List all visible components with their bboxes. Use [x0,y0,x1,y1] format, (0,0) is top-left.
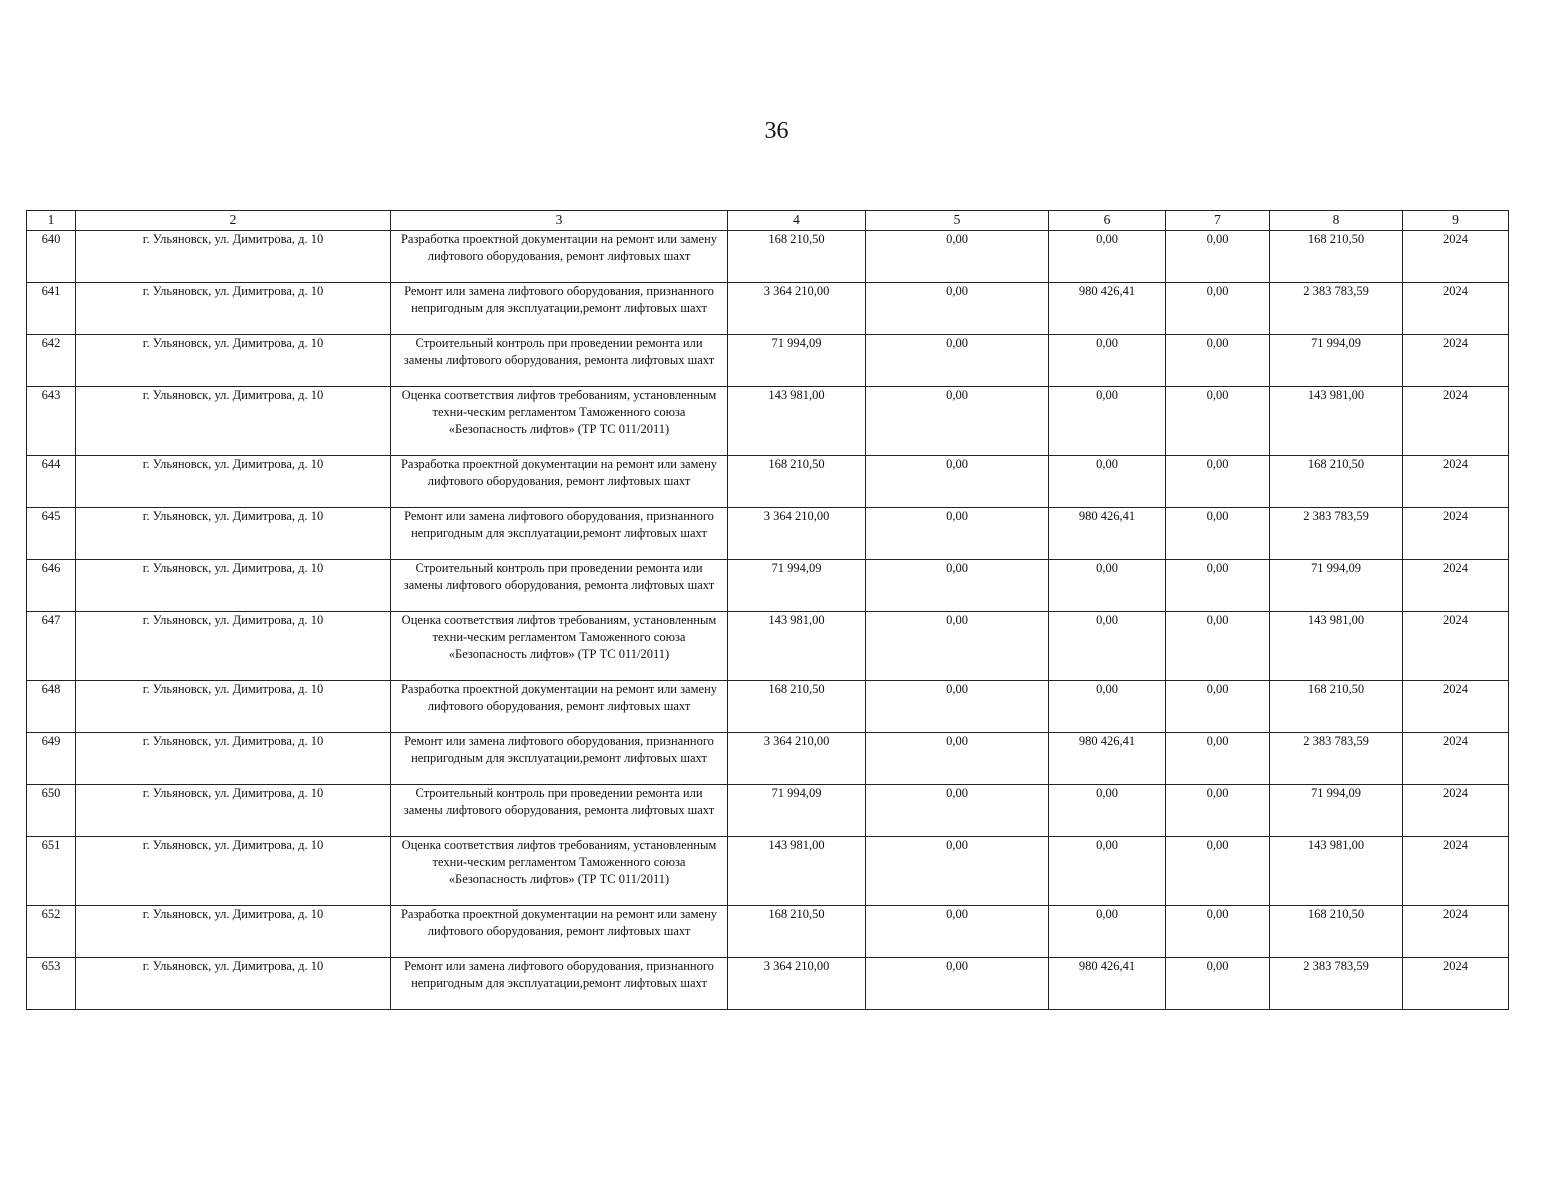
address-cell: г. Ульяновск, ул. Димитрова, д. 10 [76,283,391,335]
work-type-cell: Ремонт или замена лифтового оборудования, признанного непригодным для эксплуатации,ремонт лифтовых шахт [391,733,728,785]
header-row [27,211,1509,231]
amount-cell: 143 981,00 [1270,612,1403,681]
year-cell: 2024 [1403,456,1509,508]
work-type-cell: Оценка соответствия лифтов требованиям, установленным техни-ческим регламентом Таможенного союза «Безопасность лифтов» (ТР ТС 011/2011) [391,387,728,456]
amount-cell: 980 426,41 [1049,958,1166,1010]
amount-cell: 0,00 [866,283,1049,335]
row-number: 648 [27,681,76,733]
amount-cell: 71 994,09 [1270,560,1403,612]
address-cell: г. Ульяновск, ул. Димитрова, д. 10 [76,335,391,387]
amount-cell: 0,00 [1049,335,1166,387]
year-cell: 2024 [1403,681,1509,733]
amount-cell: 168 210,50 [1270,681,1403,733]
amount-cell: 0,00 [1049,785,1166,837]
work-type-cell: Оценка соответствия лифтов требованиям, установленным техни-ческим регламентом Таможенного союза «Безопасность лифтов» (ТР ТС 011/2011) [391,837,728,906]
year-cell: 2024 [1403,508,1509,560]
row-number: 652 [27,906,76,958]
year-cell: 2024 [1403,283,1509,335]
header-cell: 2 [76,211,391,231]
amount-cell: 0,00 [1166,231,1270,283]
work-type-cell: Ремонт или замена лифтового оборудования, признанного непригодным для эксплуатации,ремонт лифтовых шахт [391,508,728,560]
amount-cell: 71 994,09 [1270,335,1403,387]
address-cell: г. Ульяновск, ул. Димитрова, д. 10 [76,785,391,837]
header-cell: 5 [866,211,1049,231]
table-row [27,681,1509,733]
address-cell: г. Ульяновск, ул. Димитрова, д. 10 [76,733,391,785]
work-type-cell: Строительный контроль при проведении ремонта или замены лифтового оборудования, ремонта лифтовых шахт [391,335,728,387]
table-row [27,906,1509,958]
address-cell: г. Ульяновск, ул. Димитрова, д. 10 [76,456,391,508]
table-row [27,456,1509,508]
address-cell: г. Ульяновск, ул. Димитрова, д. 10 [76,958,391,1010]
amount-cell: 168 210,50 [728,231,866,283]
amount-cell: 3 364 210,00 [728,508,866,560]
year-cell: 2024 [1403,785,1509,837]
header-cell: 1 [27,211,76,231]
work-type-cell: Ремонт или замена лифтового оборудования, признанного непригодным для эксплуатации,ремонт лифтовых шахт [391,958,728,1010]
amount-cell: 0,00 [1049,560,1166,612]
work-type-cell: Строительный контроль при проведении ремонта или замены лифтового оборудования, ремонта лифтовых шахт [391,785,728,837]
amount-cell: 0,00 [866,612,1049,681]
table-row [27,958,1509,1010]
amount-cell: 0,00 [866,560,1049,612]
work-type-cell: Разработка проектной документации на ремонт или замену лифтового оборудования, ремонт лифтовых шахт [391,906,728,958]
amount-cell: 0,00 [866,785,1049,837]
amount-cell: 2 383 783,59 [1270,733,1403,785]
amount-cell: 143 981,00 [728,387,866,456]
amount-cell: 0,00 [1166,387,1270,456]
amount-cell: 2 383 783,59 [1270,508,1403,560]
amount-cell: 0,00 [866,733,1049,785]
amount-cell: 0,00 [1166,958,1270,1010]
address-cell: г. Ульяновск, ул. Димитрова, д. 10 [76,837,391,906]
work-type-cell: Разработка проектной документации на ремонт или замену лифтового оборудования, ремонт лифтовых шахт [391,231,728,283]
amount-cell: 0,00 [866,906,1049,958]
amount-cell: 0,00 [866,837,1049,906]
address-cell: г. Ульяновск, ул. Димитрова, д. 10 [76,560,391,612]
amount-cell: 0,00 [866,508,1049,560]
address-cell: г. Ульяновск, ул. Димитрова, д. 10 [76,387,391,456]
year-cell: 2024 [1403,612,1509,681]
table-row [27,231,1509,283]
amount-cell: 0,00 [866,335,1049,387]
address-cell: г. Ульяновск, ул. Димитрова, д. 10 [76,906,391,958]
amount-cell: 980 426,41 [1049,283,1166,335]
year-cell: 2024 [1403,335,1509,387]
year-cell: 2024 [1403,906,1509,958]
amount-cell: 0,00 [1166,508,1270,560]
amount-cell: 143 981,00 [1270,387,1403,456]
row-number: 644 [27,456,76,508]
table-row [27,837,1509,906]
amount-cell: 0,00 [1049,906,1166,958]
table-row [27,785,1509,837]
amount-cell: 71 994,09 [1270,785,1403,837]
amount-cell: 3 364 210,00 [728,283,866,335]
amount-cell: 0,00 [1049,456,1166,508]
row-number: 641 [27,283,76,335]
row-number: 647 [27,612,76,681]
amount-cell: 0,00 [1166,785,1270,837]
amount-cell: 0,00 [1166,681,1270,733]
row-number: 642 [27,335,76,387]
amount-cell: 0,00 [866,681,1049,733]
row-number: 650 [27,785,76,837]
year-cell: 2024 [1403,733,1509,785]
amount-cell: 0,00 [866,387,1049,456]
address-cell: г. Ульяновск, ул. Димитрова, д. 10 [76,681,391,733]
amount-cell: 168 210,50 [728,456,866,508]
amount-cell: 168 210,50 [1270,906,1403,958]
row-number: 646 [27,560,76,612]
amount-cell: 143 981,00 [728,837,866,906]
row-number: 651 [27,837,76,906]
year-cell: 2024 [1403,387,1509,456]
amount-cell: 71 994,09 [728,785,866,837]
year-cell: 2024 [1403,837,1509,906]
amount-cell: 0,00 [1049,681,1166,733]
amount-cell: 2 383 783,59 [1270,283,1403,335]
header-cell: 3 [391,211,728,231]
table-row [27,560,1509,612]
amount-cell: 168 210,50 [1270,456,1403,508]
amount-cell: 168 210,50 [728,681,866,733]
table-row [27,612,1509,681]
table-row [27,733,1509,785]
table-row [27,335,1509,387]
year-cell: 2024 [1403,231,1509,283]
header-cell: 9 [1403,211,1509,231]
amount-cell: 0,00 [1049,612,1166,681]
row-number: 645 [27,508,76,560]
data-table [26,210,1509,1010]
work-type-cell: Строительный контроль при проведении ремонта или замены лифтового оборудования, ремонта лифтовых шахт [391,560,728,612]
amount-cell: 0,00 [1049,387,1166,456]
table-row [27,508,1509,560]
amount-cell: 143 981,00 [728,612,866,681]
row-number: 643 [27,387,76,456]
amount-cell: 0,00 [1166,456,1270,508]
header-cell: 8 [1270,211,1403,231]
amount-cell: 0,00 [1049,231,1166,283]
header-cell: 6 [1049,211,1166,231]
amount-cell: 0,00 [1166,560,1270,612]
header-cell: 4 [728,211,866,231]
table-row [27,283,1509,335]
amount-cell: 0,00 [1166,906,1270,958]
year-cell: 2024 [1403,958,1509,1010]
amount-cell: 143 981,00 [1270,837,1403,906]
page-number: 36 [764,118,789,144]
amount-cell: 0,00 [1166,733,1270,785]
amount-cell: 168 210,50 [1270,231,1403,283]
header-cell: 7 [1166,211,1270,231]
address-cell: г. Ульяновск, ул. Димитрова, д. 10 [76,508,391,560]
amount-cell: 980 426,41 [1049,508,1166,560]
row-number: 653 [27,958,76,1010]
address-cell: г. Ульяновск, ул. Димитрова, д. 10 [76,231,391,283]
amount-cell: 0,00 [1166,335,1270,387]
amount-cell: 0,00 [1166,612,1270,681]
amount-cell: 3 364 210,00 [728,958,866,1010]
amount-cell: 980 426,41 [1049,733,1166,785]
table-row [27,387,1509,456]
amount-cell: 168 210,50 [728,906,866,958]
amount-cell: 0,00 [866,231,1049,283]
amount-cell: 0,00 [1166,283,1270,335]
work-type-cell: Разработка проектной документации на ремонт или замену лифтового оборудования, ремонт лифтовых шахт [391,681,728,733]
amount-cell: 0,00 [866,958,1049,1010]
amount-cell: 71 994,09 [728,335,866,387]
amount-cell: 0,00 [1166,837,1270,906]
amount-cell: 0,00 [1049,837,1166,906]
amount-cell: 2 383 783,59 [1270,958,1403,1010]
year-cell: 2024 [1403,560,1509,612]
row-number: 649 [27,733,76,785]
work-type-cell: Разработка проектной документации на ремонт или замену лифтового оборудования, ремонт лифтовых шахт [391,456,728,508]
work-type-cell: Ремонт или замена лифтового оборудования, признанного непригодным для эксплуатации,ремонт лифтовых шахт [391,283,728,335]
amount-cell: 71 994,09 [728,560,866,612]
row-number: 640 [27,231,76,283]
amount-cell: 3 364 210,00 [728,733,866,785]
work-type-cell: Оценка соответствия лифтов требованиям, установленным техни-ческим регламентом Таможенного союза «Безопасность лифтов» (ТР ТС 011/2011) [391,612,728,681]
amount-cell: 0,00 [866,456,1049,508]
address-cell: г. Ульяновск, ул. Димитрова, д. 10 [76,612,391,681]
